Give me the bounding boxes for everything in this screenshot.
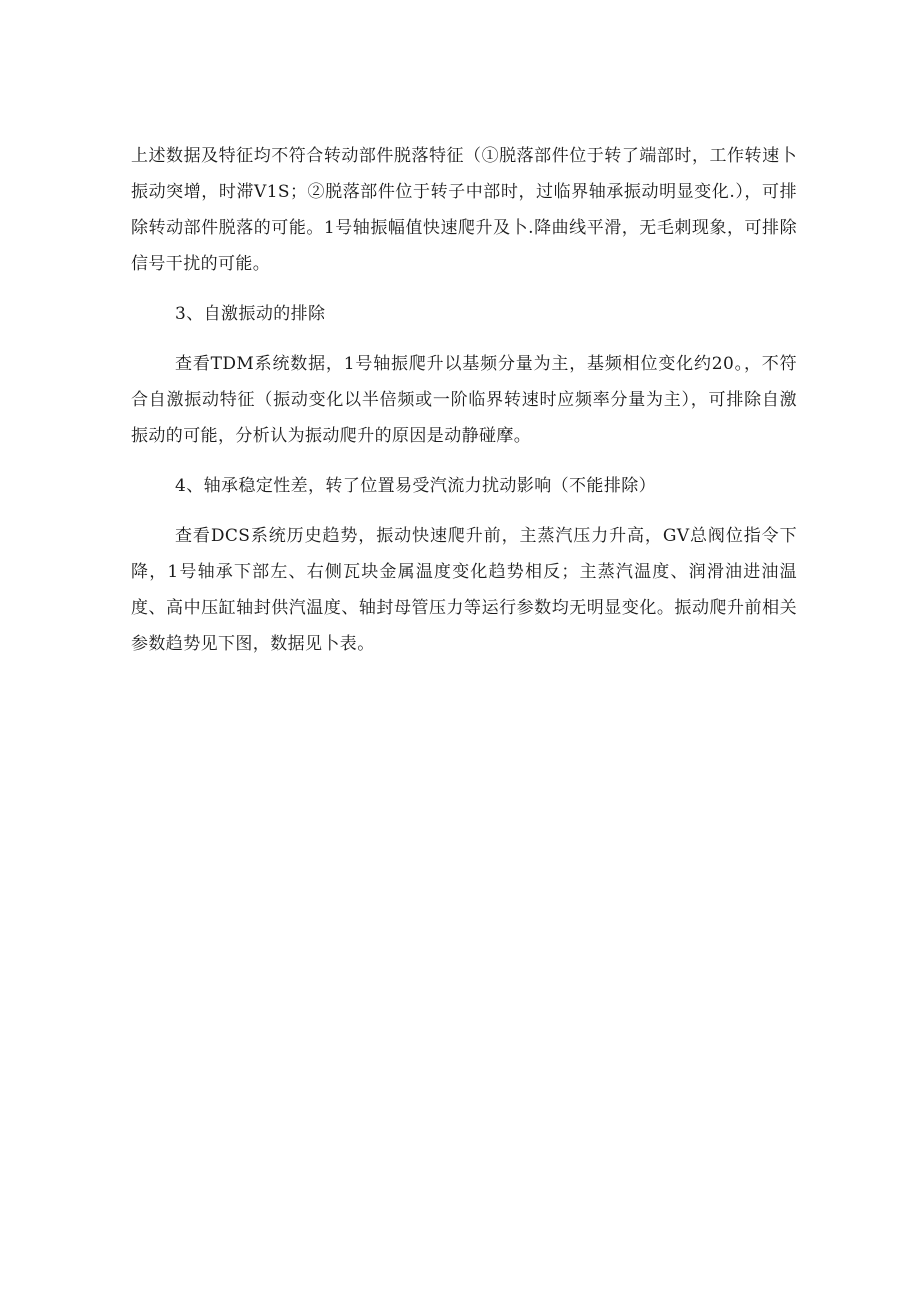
section-heading-self-excited-vibration: 3、自激振动的排除 bbox=[175, 304, 326, 324]
paragraph-component-detachment: 上述数据及特征均不符合转动部件脱落特征（①脱落部件位于转了端部时，工作转速卜振动突增，时滞V1S；②脱落部件位于转子中部时，过临界轴承振动明显变化.），可排除转动部件脱落的可能。1号轴振幅值快速爬升及卜.降曲线平滑，无毛刺现象，可排除信号干扰的可能。 bbox=[131, 146, 797, 274]
document-body bbox=[131, 138, 797, 676]
section-heading-bearing-stability: 4、轴承稳定性差，转了位置易受汽流力扰动影响（不能排除） bbox=[175, 476, 657, 496]
paragraph-tdm-analysis: 查看TDM系统数据，1号轴振爬升以基频分量为主，基频相位变化约20。，不符合自激振动特征（振动变化以半倍频或一阶临界转速时应频率分量为主），可排除自激振动的可能，分析认为振动爬升的原因是动静碰摩。 bbox=[131, 354, 797, 446]
paragraph-dcs-trend: 查看DCS系统历史趋势，振动快速爬升前，主蒸汽压力升高，GV总阀位指令下降，1号轴承下部左、右侧瓦块金属温度变化趋势相反；主蒸汽温度、润滑油进油温度、高中压缸轴封供汽温度、轴封母管压力等运行参数均无明显变化。振动爬升前相关参数趋势见下图，数据见卜表。 bbox=[131, 526, 797, 654]
